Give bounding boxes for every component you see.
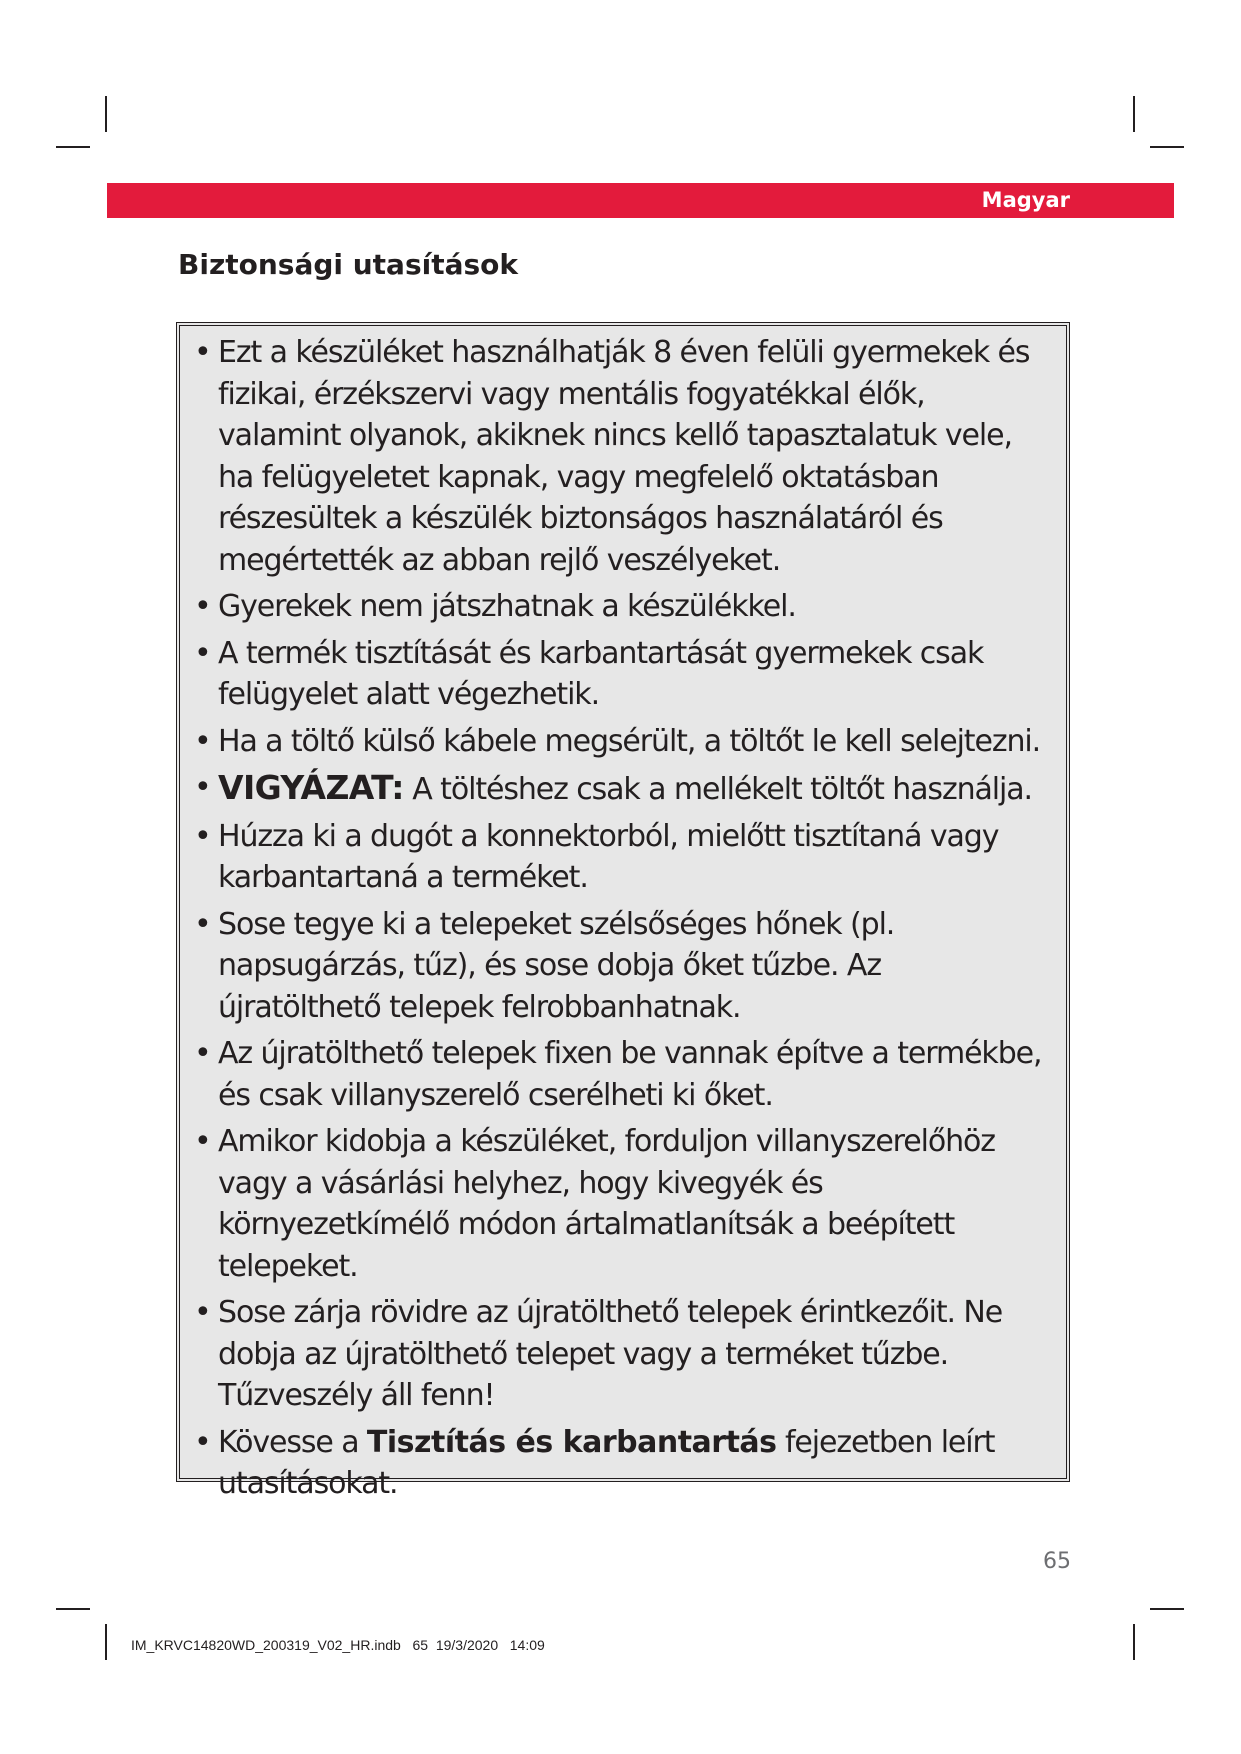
safety-instructions-box <box>176 322 1070 1501</box>
safety-item <box>194 767 1052 811</box>
crop-mark-top-right-vertical <box>1133 96 1135 132</box>
crop-mark-bottom-right-horizontal <box>1150 1608 1184 1610</box>
bullet-icon: • <box>194 335 211 370</box>
safety-item <box>194 1033 1052 1116</box>
warning-label: VIGYÁZAT: <box>218 768 404 807</box>
crop-mark-top-left-horizontal <box>56 146 90 148</box>
safety-item <box>194 1292 1052 1417</box>
safety-item-text: A töltéshez csak a mellékelt töltőt használja. <box>403 772 1032 807</box>
language-header-bar <box>107 183 1174 218</box>
safety-item-text: Gyerekek nem játszhatnak a készülékkel. <box>218 589 796 624</box>
bullet-icon: • <box>194 818 211 854</box>
bullet-icon: • <box>194 635 211 671</box>
final-item-emphasis: Tisztítás és karbantartás <box>366 1424 777 1460</box>
safety-item-text: A termék tisztítását és karbantartását gyermekek csak felügyelet alatt végezhetik. <box>218 635 984 712</box>
safety-item <box>194 721 1052 763</box>
final-item-text-before: Kövesse a <box>218 1424 367 1460</box>
crop-mark-bottom-left-horizontal <box>56 1608 90 1610</box>
print-slug: IM_KRVC14820WD_200319_V02_HR.indb 65 19/3/2020 14:09 <box>131 1637 545 1653</box>
bullet-icon: • <box>194 906 211 942</box>
bullet-icon: • <box>194 589 211 624</box>
bullet-icon: • <box>194 1295 211 1330</box>
safety-item-text: Húzza ki a dugót a konnektorból, mielőtt tisztítaná vagy karbantartaná a terméket. <box>218 818 999 895</box>
safety-item <box>194 816 1052 899</box>
safety-item <box>194 904 1052 1029</box>
safety-item-text: Az újratölthető telepek fixen be vannak építve a termékbe, és csak villanyszerelő cserélheti ki őket. <box>218 1036 1042 1113</box>
safety-item-final <box>194 1422 1052 1505</box>
bullet-icon: • <box>194 1124 211 1159</box>
safety-item-text: Sose zárja rövidre az újratölthető telepek érintkezőit. Ne dobja az újratölthető telepet vagy a terméket tűzbe. Tűzveszély áll fenn! <box>218 1295 1003 1413</box>
bullet-icon: • <box>194 770 211 805</box>
safety-item-text: Sose tegye ki a telepeket szélsőséges hőnek (pl. napsugárzás, tűz), és sose dobja őket tűzbe. Az újratölthető telepek felrobbanhatnak. <box>218 906 895 1025</box>
crop-mark-bottom-right-vertical <box>1133 1624 1135 1660</box>
bullet-icon: • <box>194 723 211 759</box>
crop-mark-bottom-left-vertical <box>105 1624 107 1660</box>
crop-mark-top-right-horizontal <box>1150 146 1184 148</box>
bullet-icon: • <box>194 1036 211 1071</box>
safety-item-text: Amikor kidobja a készüléket, forduljon villanyszerelőhöz vagy a vásárlási helyhez, hogy kivegyék és környezetkímélő módon ártalmatlanítsák a beépített telepeket. <box>218 1124 995 1284</box>
language-label: Magyar <box>981 188 1070 212</box>
safety-item <box>194 1121 1052 1287</box>
crop-mark-top-left-vertical <box>105 96 107 132</box>
page-number: 65 <box>1043 1549 1071 1574</box>
safety-item-text: Ha a töltő külső kábele megsérült, a töltőt le kell selejtezni. <box>218 723 1041 759</box>
safety-item <box>194 633 1052 716</box>
safety-instructions-list <box>194 332 1052 1505</box>
final-item-text-after: fejezetben leírt utasításokat. <box>218 1424 995 1501</box>
safety-item-text: Ezt a készüléket használhatják 8 éven felüli gyermekek és fizikai, érzékszervi vagy mentális fogyatékkal élők, valamint olyanok, akiknek nincs kellő tapasztalatuk vele, ha felügyeletet kapnak, vagy megfelelő oktatásban részesültek a készülék biztonságos használatáról és megértették az abban rejlő veszélyeket. <box>218 335 1030 578</box>
safety-item <box>194 332 1052 581</box>
section-title: Biztonsági utasítások <box>178 248 519 281</box>
bullet-icon: • <box>194 1424 211 1460</box>
safety-item <box>194 586 1052 628</box>
